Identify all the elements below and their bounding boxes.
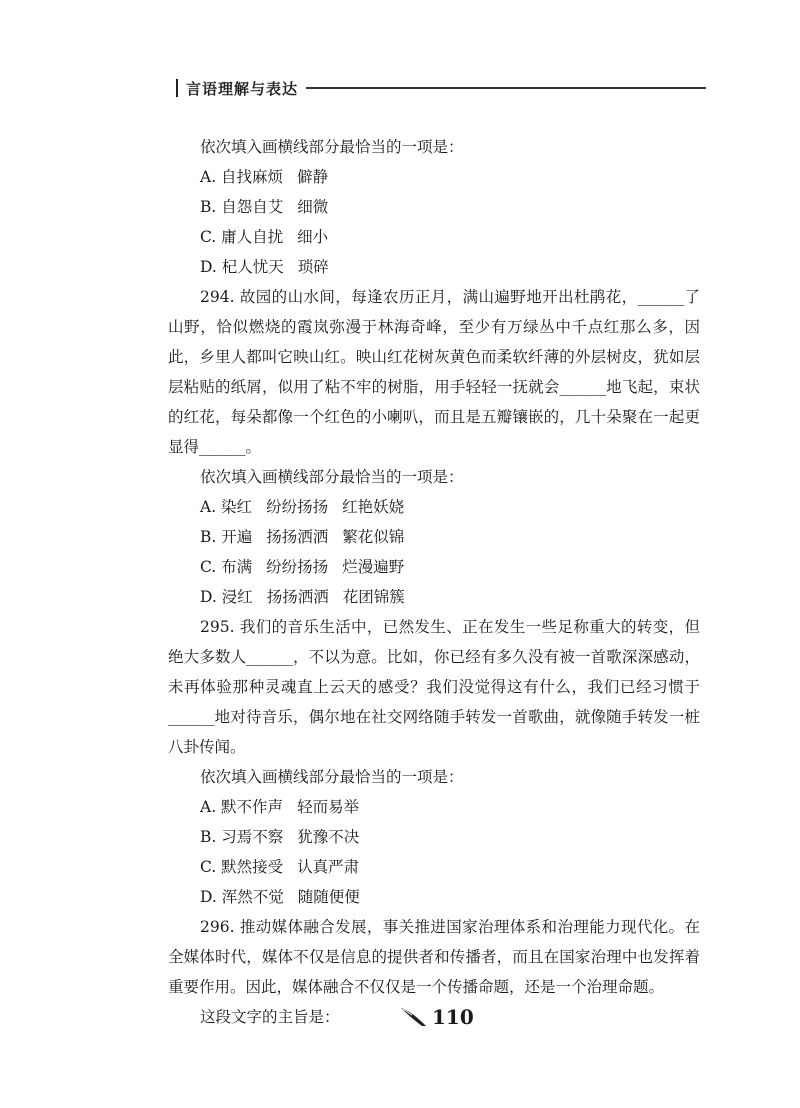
q295-text: 295. 我们的音乐生活中，已然发生、正在发生一些足称重大的转变，但绝大多数人______，不以为意。比如，你已经有多久没有被一首歌深深感动，未再体验那种灵魂直上云天的感受？我们没觉得这有什么，我们已经习惯于______地对待音乐，偶尔地在社交网络随手转发一首歌曲，就像随手转发一桩八卦传闻。 [168,618,700,756]
q294-option-d: D. 浸红 扬扬洒洒 花团锦簇 [200,588,405,606]
page-content [168,132,700,1032]
page-number: 110 [432,1005,474,1029]
page-footer [400,1002,474,1032]
q294-option-c: C. 布满 纷纷扬扬 烂漫遍野 [200,558,405,576]
quill-icon [400,1006,428,1028]
q295-option-d: D. 浑然不觉 随随便便 [200,888,360,906]
q294-option-b: B. 开遍 扬扬洒洒 繁花似锦 [200,528,405,546]
q293-option-b: B. 自怨自艾 细微 [200,198,329,216]
q295-option-c: C. 默然接受 认真严肃 [200,858,360,876]
q296-text: 296. 推动媒体融合发展，事关推进国家治理体系和治理能力现代化。在全媒体时代，媒体不仅是信息的提供者和传播者，而且在国家治理中也发挥着重要作用。因此，媒体融合不仅仅是一个传播命题，还是一个治理命题。 [168,918,700,996]
q293-option-a: A. 自找麻烦 僻静 [200,168,329,186]
header-bar [176,79,178,97]
q294-prompt: 依次填入画横线部分最恰当的一项是： [200,468,464,486]
running-header [176,76,706,100]
header-rule [306,87,706,89]
q293-option-d: D. 杞人忧天 琐碎 [200,258,329,276]
q296-prompt: 这段文字的主旨是： [200,1008,340,1026]
q295-option-a: A. 默不作声 轻而易举 [200,798,360,816]
q294-option-a: A. 染红 纷纷扬扬 红艳妖娆 [200,498,405,516]
section-title: 言语理解与表达 [186,79,299,98]
q295-option-b: B. 习焉不察 犹豫不决 [200,828,360,846]
q294-text: 294. 故园的山水间，每逢农历正月，满山遍野地开出杜鹃花，______了山野，恰似燃烧的霞岚弥漫于林海奇峰，至少有万绿丛中千点红那么多，因此，乡里人都叫它映山红。映山红花树灰黄色而柔软纤薄的外层树皮，犹如层层粘贴的纸屑，似用了粘不牢的树脂，用手轻轻一抚就会______地飞起，束状的红花，每朵都像一个红色的小喇叭，而且是五瓣镶嵌的，几十朵聚在一起更显得______。 [168,288,700,456]
q293-prompt: 依次填入画横线部分最恰当的一项是： [200,138,464,156]
q295-prompt: 依次填入画横线部分最恰当的一项是： [200,768,464,786]
q293-option-c: C. 庸人自扰 细小 [200,228,329,246]
